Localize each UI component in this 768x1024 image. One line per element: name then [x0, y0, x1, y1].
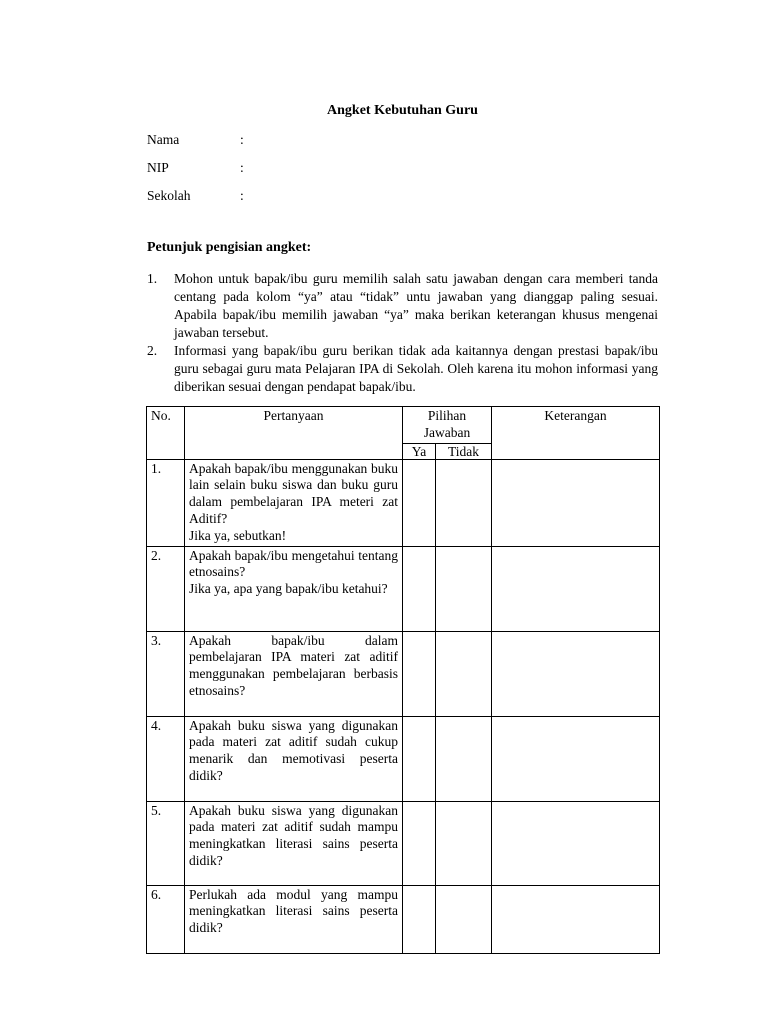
- question-text: Apakah buku siswa yang digunakan pada materi zat aditif sudah cukup menarik dan memotivasi peserta didik?: [189, 717, 398, 783]
- table-row: [147, 801, 660, 885]
- header-note: Keterangan: [492, 407, 660, 460]
- field-separator: :: [240, 132, 244, 147]
- row-number: 5.: [147, 801, 185, 885]
- field-label: Nama: [147, 132, 180, 147]
- field-separator: :: [240, 160, 244, 175]
- question-text: Apakah bapak/ibu menggunakan buku lain selain buku siswa dan buku guru dalam pembelajaran IPA meteri zat Aditif?: [189, 460, 398, 526]
- row-question: [185, 716, 403, 801]
- instruction-item: [147, 342, 658, 396]
- table-row: [147, 459, 660, 546]
- answer-no-cell[interactable]: [436, 546, 492, 631]
- row-number: 1.: [147, 459, 185, 546]
- field-label: NIP: [147, 160, 169, 175]
- answer-yes-cell[interactable]: [403, 459, 436, 546]
- header-no-answer: Tidak: [436, 443, 492, 459]
- instruction-number: 1.: [147, 271, 158, 286]
- row-question: [185, 459, 403, 546]
- question-followup: Jika ya, sebutkan!: [189, 527, 287, 543]
- question-text: Apakah buku siswa yang digunakan pada materi zat aditif sudah mampu meningkatkan literasi sains peserta didik?: [189, 802, 398, 868]
- field-separator: :: [240, 188, 244, 203]
- answer-no-cell[interactable]: [436, 631, 492, 716]
- row-number: 2.: [147, 546, 185, 631]
- row-number: 3.: [147, 631, 185, 716]
- field-label: Sekolah: [147, 188, 191, 203]
- answer-no-cell[interactable]: [436, 801, 492, 885]
- field-nip: [147, 159, 244, 177]
- instructions-heading: Petunjuk pengisian angket:: [147, 240, 312, 255]
- note-cell[interactable]: [492, 885, 660, 953]
- question-text: Perlukah ada modul yang mampu meningkatkan literasi sains peserta didik?: [189, 886, 398, 936]
- note-cell[interactable]: [492, 546, 660, 631]
- field-sekolah: [147, 187, 244, 205]
- answer-no-cell[interactable]: [436, 716, 492, 801]
- instructions-list: [147, 270, 658, 396]
- header-question: Pertanyaan: [185, 407, 403, 460]
- instruction-number: 2.: [147, 343, 158, 358]
- question-text: Apakah bapak/ibu dalam pembelajaran IPA materi zat aditif menggunakan pembelajaran berbasis etnosains?: [189, 632, 398, 698]
- header-yes: Ya: [403, 443, 436, 459]
- table-row: [147, 885, 660, 953]
- answer-yes-cell[interactable]: [403, 801, 436, 885]
- table-row: [147, 631, 660, 716]
- field-nama: [147, 131, 244, 149]
- row-question: [185, 631, 403, 716]
- note-cell[interactable]: [492, 801, 660, 885]
- question-followup: Jika ya, apa yang bapak/ibu ketahui?: [189, 581, 388, 597]
- table-row: [147, 546, 660, 631]
- survey-table: [146, 406, 660, 954]
- header-no: No.: [147, 407, 185, 460]
- row-question: [185, 885, 403, 953]
- answer-yes-cell[interactable]: [403, 716, 436, 801]
- instruction-item: [147, 270, 658, 342]
- answer-yes-cell[interactable]: [403, 631, 436, 716]
- answer-yes-cell[interactable]: [403, 546, 436, 631]
- table-row: [147, 716, 660, 801]
- row-number: 4.: [147, 716, 185, 801]
- row-question: [185, 801, 403, 885]
- note-cell[interactable]: [492, 631, 660, 716]
- row-number: 6.: [147, 885, 185, 953]
- answer-yes-cell[interactable]: [403, 885, 436, 953]
- page-title: Angket Kebutuhan Guru: [327, 103, 478, 118]
- answer-no-cell[interactable]: [436, 885, 492, 953]
- instruction-text: Informasi yang bapak/ibu guru berikan tidak ada kaitannya dengan prestasi bapak/ibu guru sebagai guru mata Pelajaran IPA di Sekolah. Oleh karena itu mohon informasi yang diberikan sesuai dengan pendapat bapak/ibu.: [174, 343, 658, 394]
- row-question: [185, 546, 403, 631]
- answer-no-cell[interactable]: [436, 459, 492, 546]
- note-cell[interactable]: [492, 716, 660, 801]
- note-cell[interactable]: [492, 459, 660, 546]
- instruction-text: Mohon untuk bapak/ibu guru memilih salah satu jawaban dengan cara memberi tanda centang pada kolom “ya” atau “tidak” untu jawaban yang dianggap paling sesuai. Apabila bapak/ibu memilih jawaban “ya” maka berikan keterangan khusus mengenai jawaban tersebut.: [174, 271, 658, 340]
- question-text: Apakah bapak/ibu mengetahui tentang etnosains?: [189, 547, 398, 580]
- header-choice: Pilihan Jawaban: [403, 407, 492, 444]
